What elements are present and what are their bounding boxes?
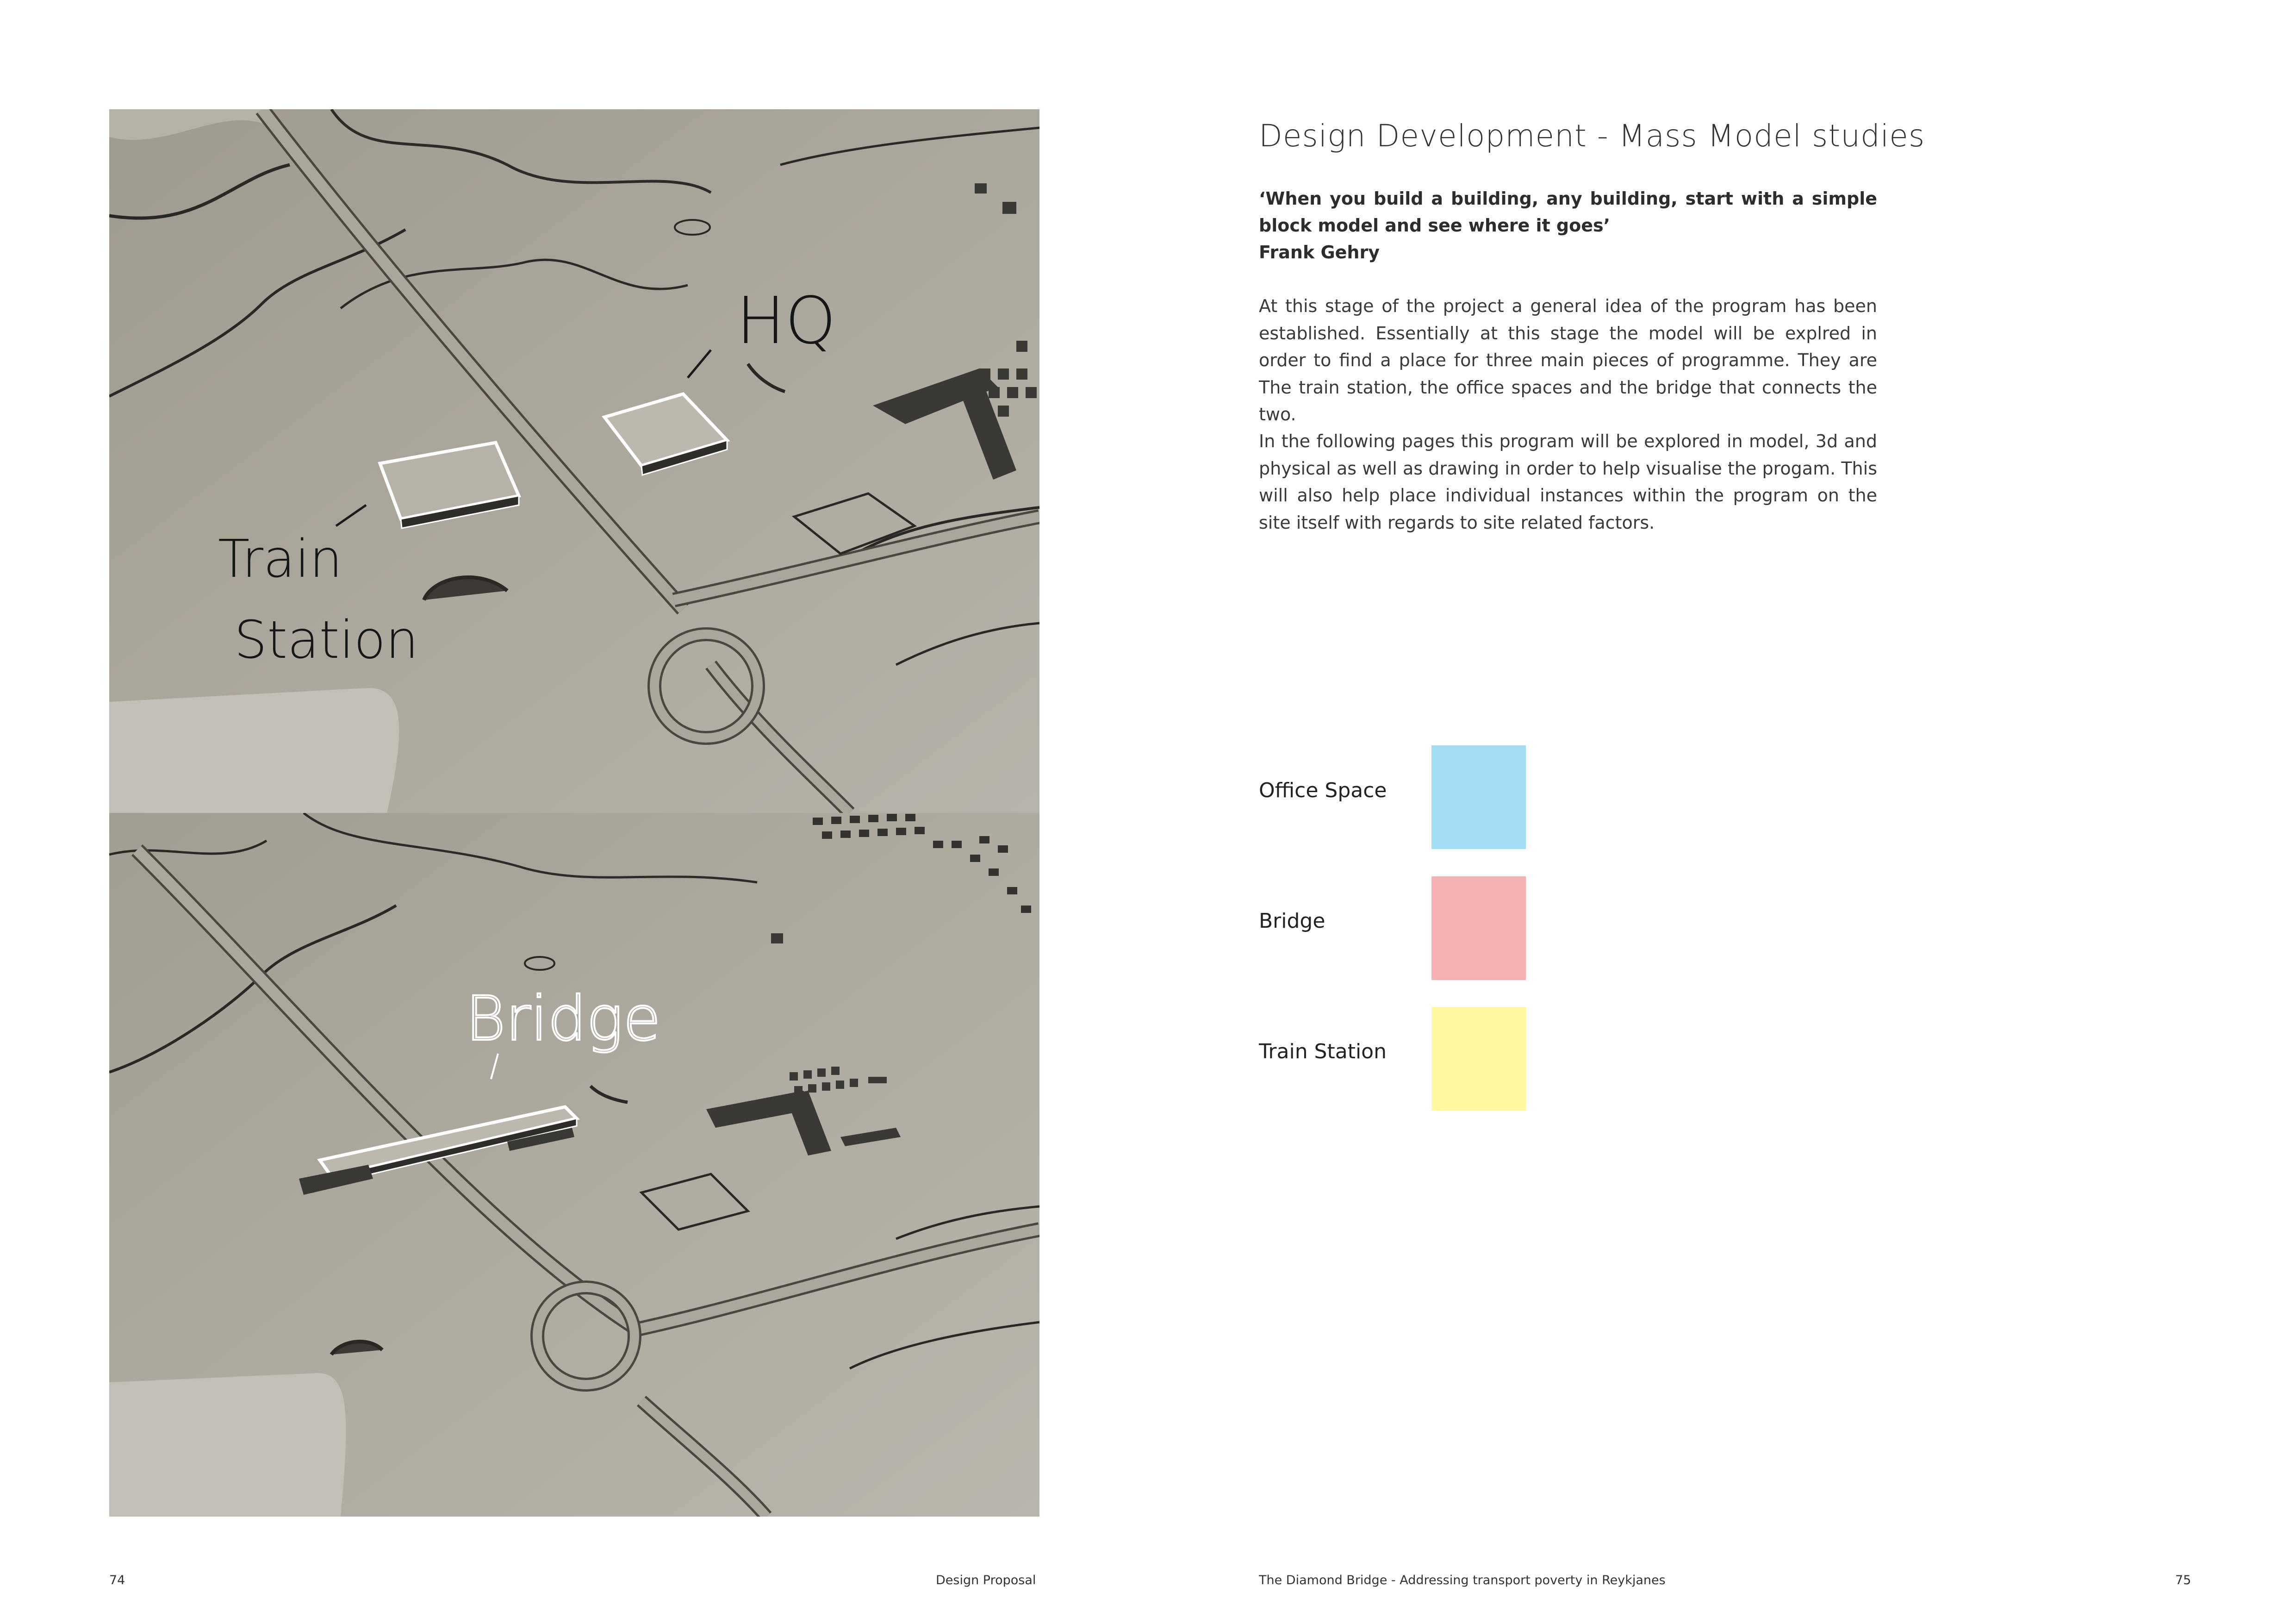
station-annotation: Station xyxy=(234,610,419,670)
left-section-title: Design Proposal xyxy=(936,1573,1036,1587)
quote-author: Frank Gehry xyxy=(1259,242,1380,262)
legend-swatch-train-station xyxy=(1431,1007,1526,1111)
document-title-footer: The Diamond Bridge - Addressing transport poverty in Reykjanes xyxy=(1259,1573,1666,1587)
quote: ‘When you build a building, any building, start with a simple block model and see where it goes’ xyxy=(1259,188,1877,236)
left-page-number: 74 xyxy=(109,1573,125,1587)
model-photo-top xyxy=(109,109,1039,813)
page-title: Design Development - Mass Model studies xyxy=(1259,118,1925,154)
model-photo-bottom xyxy=(109,813,1039,1517)
body-paragraph: In the following pages this program will be explored in model, 3d and physical as well as drawing in order to help visualise the progam. This will also help place individual instances within the program on the site itself with regards to site related factors. xyxy=(1259,431,1877,533)
train-annotation: Train xyxy=(218,529,342,589)
bridge-annotation: Bridge xyxy=(466,983,661,1055)
legend-swatch-bridge xyxy=(1431,876,1526,980)
body-paragraph: At this stage of the project a general idea of the program has been established. Essentially at this stage the model will be explred in order to find a place for three main pieces of programme. They are The train station, the office spaces and the bridge that connects the two. xyxy=(1259,296,1877,425)
legend-label-bridge: Bridge xyxy=(1259,909,1325,933)
hq-annotation: HQ xyxy=(736,283,836,359)
legend-label-train-station: Train Station xyxy=(1259,1040,1387,1063)
raised-pad xyxy=(109,688,399,813)
right-page-number: 75 xyxy=(2175,1573,2191,1587)
raised-pad xyxy=(109,1373,346,1517)
legend-swatch-office-space xyxy=(1431,745,1526,849)
legend-label-office-space: Office Space xyxy=(1259,779,1387,802)
model-photo-top-drawing xyxy=(109,109,1039,813)
model-photo-bottom-drawing xyxy=(109,813,1039,1517)
